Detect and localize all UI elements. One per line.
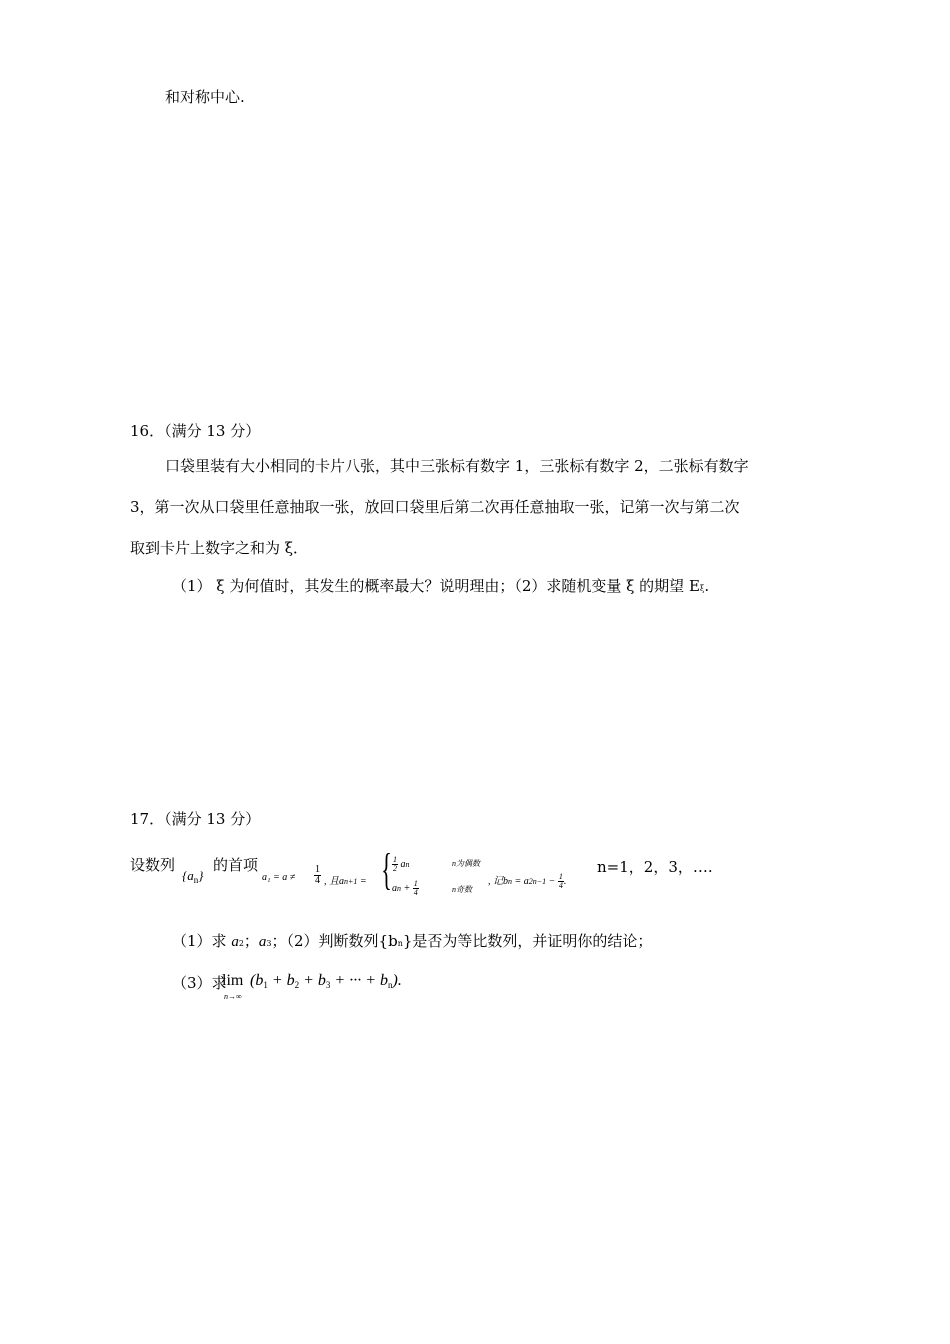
q17-b-definition: , 记bn = a2n−1 − $\frac{1}{4}$ . [488,872,567,891]
q17-recurrence-formula [262,845,597,898]
q17-note-minus: − [546,876,558,887]
q17-bn-sub: n [388,980,393,990]
q17-header: 17．（满分 13 分） [130,810,261,828]
q17-a1-definition: a₁ = a ≠ [262,872,296,883]
q17-part2-text: ；（2）判断数列{b [271,932,398,950]
q17-case2-expr: a [392,882,397,894]
q17-first-term-text: 的首项 [213,856,259,874]
q17-case2-num: 1 [413,879,418,888]
q17-b2-sub: 2 [294,980,300,990]
q17-case-2 [392,880,419,897]
q17-part1-text: （1）求 [172,932,232,950]
q17-frac-num: 1 [315,864,320,875]
q16-paragraph-line-2: 3，第一次从口袋里任意抽取一张，放回口袋里后第二次再任意抽取一张，记第一次与第二次 [130,498,740,516]
q17-a-next-sub: n+1 [344,877,358,886]
q17-note-den: 4 [558,881,563,891]
q17-b1-sub: 1 [263,980,268,990]
q17-plus-4: + [361,972,381,989]
q17-part2-end: }是否为等比数列，并证明你的结论； [402,932,653,950]
q17-note-eq: = a [512,876,529,887]
q16-questions-text: （1） ξ 为何值时，其发生的概率最大？说明理由；（2）求随机变量 ξ 的期望 E [172,577,700,595]
q17-part3-text: （3）求 [172,974,227,992]
q17-case1-den: 2 [393,864,397,873]
q17-case2-plus: + [401,882,413,894]
q17-lim-sub: n→∞ [224,992,242,1001]
q17-case2-den: 4 [413,888,418,897]
q17-note-num: 1 [558,872,563,882]
q17-equals: = [359,876,367,887]
q17-case2-sub: n [397,883,401,893]
q16-paragraph-line-1: 口袋里装有大小相同的卡片八张，其中三张标有数字 1，三张标有数字 2，二张标有数字 [165,457,749,475]
q17-a2-sub: 2 [238,939,244,948]
q17-case-brace: { [381,845,392,894]
q17-b3-sub: 3 [325,980,331,990]
q17-lim: lim [222,972,244,989]
q17-case1-sub: n [405,859,410,869]
q17-case-1-condition: n为偶数 [452,859,480,868]
q17-plus-3: + [330,972,350,989]
q17-plus-1: + [267,972,287,989]
q17-plus-2: + [299,972,318,989]
q17-sep: ； [243,932,259,950]
q16-questions [172,575,709,596]
q16-questions-end: . [704,577,710,595]
q17-lim-open: (b [250,972,264,989]
q17-seq-close: } [198,868,204,883]
q17-a-next [324,872,367,887]
q17-note-b: , 记b [488,876,508,887]
q17-lead-text: 设数列 [130,856,176,874]
q17-note-a-sub: 2n−1 [528,877,547,886]
q17-seq-open: {a [182,868,194,883]
q17-sequence-symbol [182,868,203,885]
q17-case1-num: 1 [393,855,397,864]
q17-lim-sum: ($b_1 + b_2 + b_3$ + ··· + $b_n$). [250,972,402,990]
q17-part-3 [172,972,227,993]
q16-header: 16．（满分 13 分） [130,422,261,440]
intro-tail-text: 和对称中心. [165,88,245,106]
q16-paragraph-line-3: 取到卡片上数字之和为 ξ． [130,539,309,557]
q16-expectation-subscript: ξ [699,584,705,593]
q17-part-1-2 [172,930,652,951]
q17-dots: ··· [349,972,362,989]
q17-seq-sub: n [193,875,199,885]
q17-close: ). [392,972,402,989]
q17-frac-den: 4 [315,875,320,886]
q17-a3: a [258,934,267,950]
q17-limit-expression [220,970,420,1004]
q17-note-b-sub: n [508,877,512,886]
q17-case-1 [392,856,410,873]
q17-a1-fraction [314,865,321,886]
q17-a3-sub: 3 [266,939,272,948]
q17-case1-coef: a [400,858,406,870]
q17-part2-sub: n [397,939,403,948]
q17-and-text: , 且a [324,876,344,887]
q17-n-values: n=1，2，3，…. [597,858,713,876]
q17-case-2-condition: n奇数 [452,885,472,894]
q17-a2: a [231,934,239,950]
